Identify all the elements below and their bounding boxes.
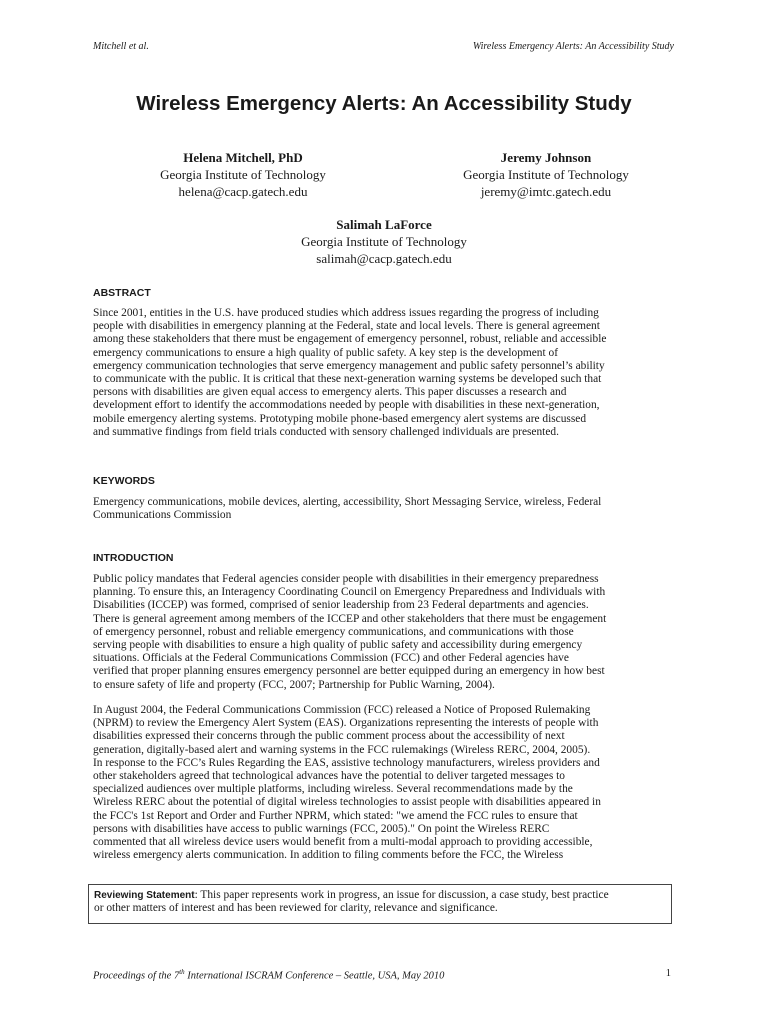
introduction-paragraph-1 — [93, 573, 675, 692]
footer-proceedings — [93, 968, 444, 982]
author-email: jeremy@imtc.gatech.edu — [480, 184, 612, 199]
paper-title: Wireless Emergency Alerts: An Accessibility Study — [136, 92, 632, 115]
author-name: Jeremy Johnson — [500, 150, 592, 165]
text-line: to communicate with the public. It is critical that these next-generation warning systems be developed such that — [93, 373, 602, 386]
text-line: serving people with disabilities to ensure a high quality of public safety and accessibility during emergency — [93, 639, 583, 652]
keywords-paragraph — [93, 496, 675, 522]
author-name: Salimah LaForce — [336, 217, 432, 232]
text-line: to ensure safety of life and property (FCC, 2007; Partnership for Public Warning, 2004). — [93, 678, 495, 691]
text-line: persons with disabilities have access to public warnings (FCC, 2005)." On point the Wireless RERC — [93, 822, 550, 835]
text-line: disabilities expressed their concerns through the public comment process about the accessibility of next — [93, 730, 565, 743]
author-block — [430, 149, 662, 200]
footer-superscript: th — [179, 968, 185, 976]
author-affiliation: Georgia Institute of Technology — [160, 167, 326, 182]
text-line: generation, digitally-based alert and warning systems in the FCC rulemakings (Wireless RERC, 2004, 2005). — [93, 743, 591, 756]
text-line: Wireless RERC about the potential of digital wireless technologies to assist people with disabilities appeared in — [93, 796, 601, 809]
running-header-authors: Mitchell et al. — [93, 41, 149, 52]
text-line: and summative findings from field trials conducted with sensory challenged individuals are presented. — [93, 425, 559, 438]
text-line: emergency communications to ensure a high quality of public safety. A key step is the development of — [93, 346, 559, 359]
text-line: There is general agreement among members of the ICCEP and other stakeholders that there must be engagement — [93, 612, 607, 625]
review-line: or other matters of interest and has been reviewed for clarity, relevance and significance. — [94, 902, 498, 915]
review-line — [94, 889, 666, 902]
introduction-heading: INTRODUCTION — [93, 552, 174, 564]
text-line: mobile emergency alerting systems. Prototyping mobile phone-based emergency alert systems are discussed — [93, 412, 587, 425]
review-label: Reviewing Statement — [94, 890, 195, 901]
text-line: verified that proper planning ensures emergency personnel are better equipped during an emergency in how best — [93, 665, 605, 678]
text-line: the FCC's 1st Report and Order and Further NPRM, which stated: "we amend the FCC rules to ensure that — [93, 809, 578, 822]
author-block — [140, 149, 346, 200]
text-line: situations. Officials at the Federal Communications Commission (FCC) and other Federal agencies have — [93, 652, 569, 665]
footer-text: International ISCRAM Conference – Seattle, USA, May 2010 — [184, 970, 445, 982]
author-name: Helena Mitchell, PhD — [183, 150, 303, 165]
introduction-paragraph-2 — [93, 704, 675, 862]
text-line: Disabilities (ICCEP) was formed, comprised of senior leadership from 23 Federal departments and agencies. — [93, 599, 589, 612]
running-header-title: Wireless Emergency Alerts: An Accessibility Study — [472, 41, 674, 52]
text-line: Public policy mandates that Federal agencies consider people with disabilities in their emergency preparedness — [93, 573, 599, 585]
text-line: Communications Commission — [93, 509, 232, 522]
keywords-heading: KEYWORDS — [93, 475, 155, 487]
text-line: In August 2004, the Federal Communications Commission (FCC) released a Notice of Proposed Rulemaking — [93, 704, 591, 716]
text-line: wireless emergency alerts communication. In addition to filing comments before the FCC, the Wireless — [93, 849, 564, 862]
text-line: Since 2001, entities in the U.S. have produced studies which address issues regarding the progress of including — [93, 307, 599, 319]
text-line: commented that all wireless device users would benefit from a multi-modal approach to providing accessible, — [93, 836, 593, 849]
abstract-heading: ABSTRACT — [93, 287, 151, 299]
text-line: people with disabilities in emergency planning at the Federal, state and local levels. There is general agreement — [93, 320, 600, 333]
text-line: emergency communication technologies that serve emergency management and public safety personnel’s ability — [93, 359, 605, 372]
text-line: of emergency personnel, robust and reliable emergency communications, and communications with those — [93, 625, 574, 638]
text-line: development effort to identify the accommodations needed by people with disabilities in these next-generation, — [93, 399, 600, 412]
text-line: among these stakeholders that there must be engagement of emergency personnel, robust, reliable and accessible — [93, 333, 607, 346]
author-block — [264, 216, 504, 267]
author-affiliation: Georgia Institute of Technology — [463, 167, 629, 182]
abstract-paragraph — [93, 307, 675, 439]
text-line: planning. To ensure this, an Interagency Coordinating Council on Emergency Preparedness and Individuals with — [93, 586, 606, 599]
text-line: other stakeholders agreed that technological advances have the potential to deliver targeted messages to — [93, 770, 566, 783]
author-affiliation: Georgia Institute of Technology — [301, 234, 467, 249]
author-email: salimah@cacp.gatech.edu — [316, 251, 452, 266]
footer-text: Proceedings of the 7 — [93, 970, 180, 982]
text-line: Emergency communications, mobile devices, alerting, accessibility, Short Messaging Service, wireless, Federal — [93, 496, 602, 508]
text-line: persons with disabilities are given equal access to emergency alerts. This paper discusses a research and — [93, 386, 567, 399]
author-email: helena@cacp.gatech.edu — [178, 184, 308, 199]
text-line: In response to the FCC’s Rules Regarding the EAS, assistive technology manufacturers, wireless providers and — [93, 756, 600, 769]
text-line: (NPRM) to review the Emergency Alert System (EAS). Organizations representing the interests of people with — [93, 717, 599, 730]
reviewing-statement-box — [88, 884, 672, 924]
review-text: : This paper represents work in progress, an issue for discussion, a case study, best practice — [194, 889, 609, 901]
page-number: 1 — [665, 968, 671, 979]
text-line: specialized audiences over multiple platforms, including wireless. Several recommendations made by the — [93, 783, 573, 796]
